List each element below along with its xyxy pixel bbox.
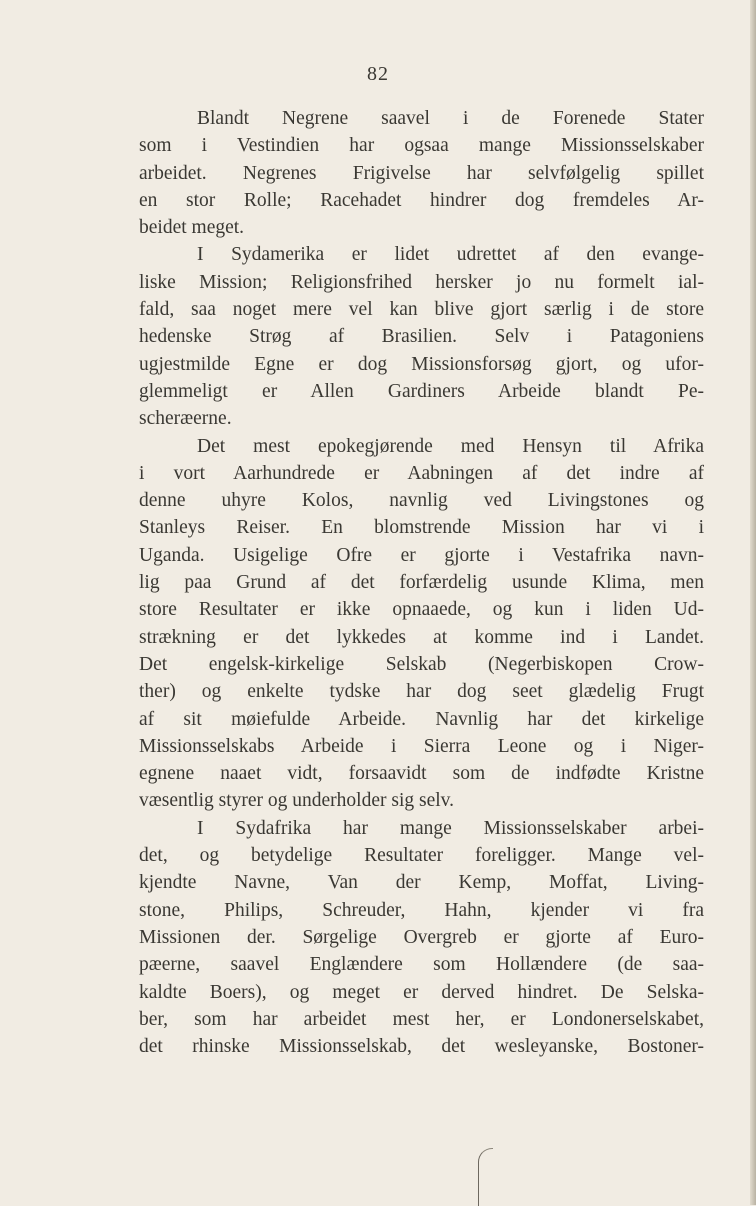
text-line: Det engelsk-kirkelige Selskab (Negerbiskopen Crow- [139,653,704,675]
text-line: egnene naaet vidt, forsaavidt som de indfødte Kristne [139,763,704,785]
text-line: i vort Aarhundrede er Aabningen af det indre af [139,462,704,484]
text-line: strækning er det lykkedes at komme ind i Landet. [139,626,704,648]
text-line: ther) og enkelte tydske har dog seet glædelig Frugt [139,681,704,703]
text-line: kaldte Boers), og meget er derved hindret. De Selska- [139,981,704,1003]
text-line: glemmeligt er Allen Gardiners Arbeide blandt Pe- [139,380,704,402]
binding-mark [478,1148,493,1206]
page-number: 82 [367,63,389,85]
text-line: ugjestmilde Egne er dog Missionsforsøg gjort, og ufor- [139,353,704,375]
text-line: arbeidet. Negrenes Frigivelse har selvfølgelig spillet [139,162,704,184]
text-line: af sit møiefulde Arbeide. Navnlig har det kirkelige [139,708,704,730]
text-line: liske Mission; Religionsfrihed hersker jo nu formelt ial- [139,271,704,293]
text-line: beidet meget. [139,217,245,239]
text-line: fald, saa noget mere vel kan blive gjort særlig i de store [139,299,704,321]
text-line: det, og betydelige Resultater foreligger. Mange vel- [139,845,704,867]
text-line: store Resultater er ikke opnaaede, og kun i liden Ud- [139,599,704,621]
text-line: Missionsselskabs Arbeide i Sierra Leone og i Niger- [139,735,704,757]
text-line: pæerne, saavel Englændere som Hollændere (de saa- [139,954,704,976]
text-line: Uganda. Usigelige Ofre er gjorte i Vestafrika navn- [139,544,704,566]
text-line: Blandt Negrene saavel i de Forenede Stater [197,108,704,129]
body-text [139,105,704,1060]
text-line: denne uhyre Kolos, navnlig ved Livingstones og [139,490,704,512]
text-line: lig paa Grund af det forfærdelig usunde Klima, men [139,572,704,594]
text-line: Missionen der. Sørgelige Overgreb er gjorte af Euro- [139,926,704,948]
text-line: væsentlig styrer og underholder sig selv. [139,790,455,812]
text-line: Det mest epokegjørende med Hensyn til Afrika [197,435,704,457]
text-line: I Sydafrika har mange Missionsselskaber arbei- [197,817,704,839]
text-line: det rhinske Missionsselskab, det wesleyanske, Bostoner- [139,1036,704,1058]
text-line: stone, Philips, Schreuder, Hahn, kjender vi fra [139,899,704,921]
text-line: I Sydamerika er lidet udrettet af den evange- [197,244,704,266]
text-line: ber, som har arbeidet mest her, er Londonerselskabet, [139,1008,704,1030]
text-line: som i Vestindien har ogsaa mange Missionsselskaber [139,135,704,157]
page-edge [750,0,756,1205]
text-line: kjendte Navne, Van der Kemp, Moffat, Living- [139,872,704,894]
text-line: scheræerne. [139,408,232,430]
text-line: en stor Rolle; Racehadet hindrer dog fremdeles Ar- [139,189,704,211]
text-line: hedenske Strøg af Brasilien. Selv i Patagoniens [139,326,704,348]
text-line: Stanleys Reiser. En blomstrende Mission har vi i [139,517,704,539]
